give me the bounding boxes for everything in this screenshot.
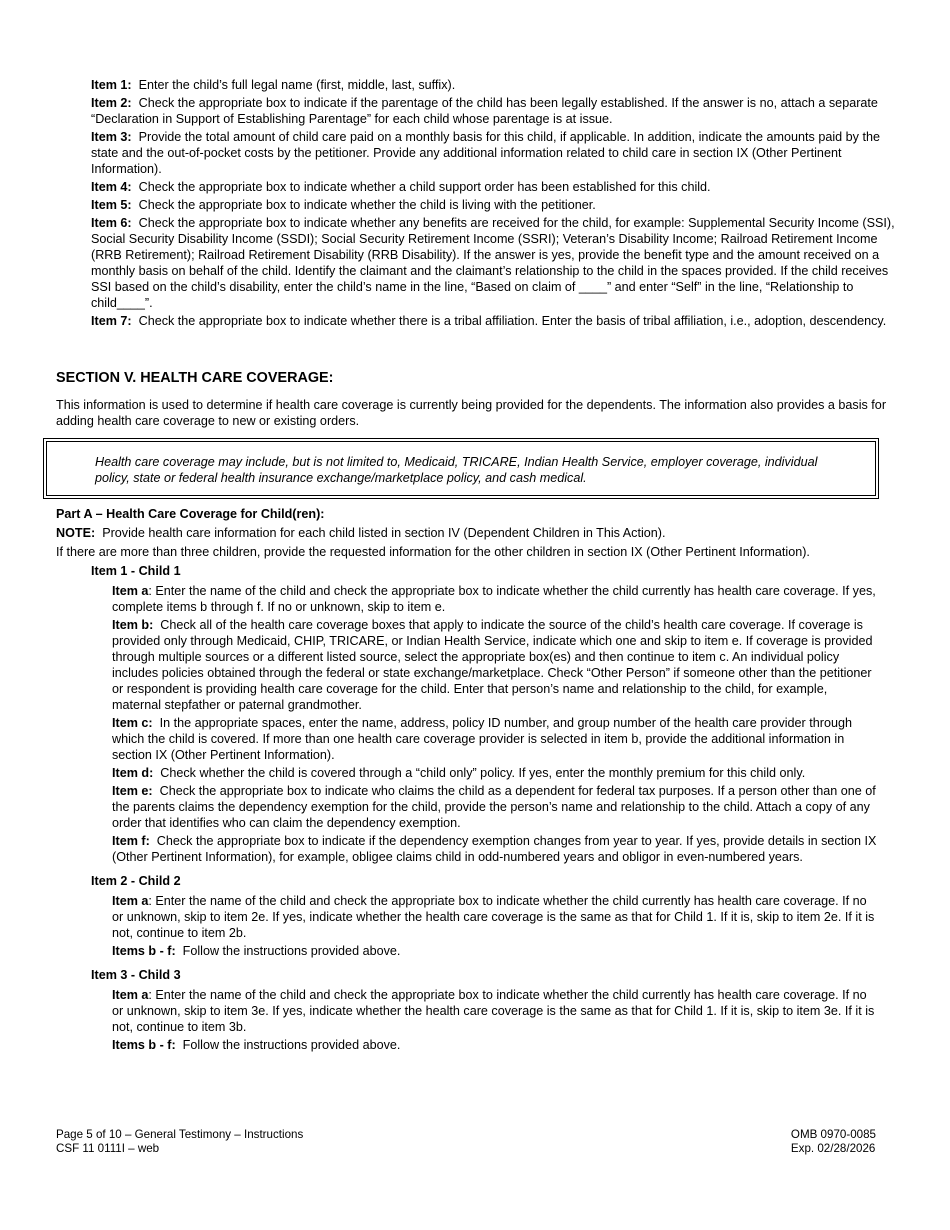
section-intro: This information is used to determine if health care coverage is currently being provided for the dependents. The information also provides a basis for adding health care coverage to new or existing orders.	[56, 398, 887, 428]
sub-label: Items b - f:	[112, 1038, 176, 1052]
item-7	[91, 313, 896, 329]
sub-text: In the appropriate spaces, enter the name, address, policy ID number, and group number of the health care provider through which the child is covered. If more than one health care coverage provider is selected in item b, provide the additional information in section IX (Other Pertinent Information).	[112, 716, 852, 762]
sub-text: : Enter the name of the child and check the appropriate box to indicate whether the child currently has health care coverage. If no or unknown, skip to item 2e. If yes, indicate whether the health care coverage is the same as that for Child 1. If it is, skip to item 2e. If it is not, continue to item 2b.	[112, 894, 875, 940]
sub-label: Items b - f:	[112, 944, 176, 958]
footer-omb-number: OMB 0970-0085	[790, 1128, 876, 1141]
note	[56, 525, 896, 541]
sub-label: Item e:	[112, 784, 153, 798]
item-label: Item 7:	[91, 314, 132, 328]
footer-right	[791, 1128, 876, 1156]
sub-label: Item a	[112, 988, 149, 1002]
item-text: Check the appropriate box to indicate whether any benefits are received for the child, for example: Supplemental Security Income (SSI), Social Security Disability Income (SSDI); Social Security Retirement Income (SSRI); Veteran’s Disability Income; Railroad Retirement Income (RRB Retirement); Railroad Retirement Disability (RRB Disability). If the answer is yes, provide the benefit type and the amount received on a monthly basis on behalf of the child. Identify the claimant and the claimant’s relationship to the child in the spaces provided. If the child receives SSI based on the child’s disability, enter the child’s name in the line, “Based on claim of ____” and enter “Self” in the line, “Relationship to child____”.	[91, 216, 895, 310]
sub-text: Check the appropriate box to indicate who claims the child as a dependent for federal tax purposes. If a person other than one of the parents claims the dependency exemption for the child, provide the person’s name and relationship to the child. Attach a copy of any order that identifies who can claim the dependency exemption.	[112, 784, 876, 830]
extra-children-note: If there are more than three children, provide the requested information for the other children in section IX (Other Pertinent Information).	[56, 545, 810, 559]
child-1-item-b	[112, 617, 877, 713]
child-1-heading: Item 1 - Child 1	[91, 564, 181, 578]
sub-text: : Enter the name of the child and check the appropriate box to indicate whether the child currently has health care coverage. If no or unknown, skip to item 3e. If yes, indicate whether the health care coverage is the same as that for Child 1. If it is, skip to item 3e. If it is not, continue to item 3b.	[112, 988, 875, 1034]
item-label: Item 4:	[91, 180, 132, 194]
item-5	[91, 197, 896, 213]
sub-text: Check all of the health care coverage boxes that apply to indicate the source of the child’s health care coverage. If coverage is provided only through Medicaid, CHIP, TRICARE, or Indian Health Service, indicate which one and skip to item e. If coverage is provided through multiple sources or a different listed source, select the appropriate box(es) and then continue to item c. An individual policy includes policies obtained through the federal or state exchange/marketplace. Check “Other Person” if someone other than the petitioner or respondent is providing health care coverage for the child. Enter that person’s name and relationship to the child, for example, maternal stepfather or paternal grandmother.	[112, 618, 873, 712]
sub-label: Item d:	[112, 766, 154, 780]
footer-page-info: Page 5 of 10 – General Testimony – Instructions	[56, 1128, 304, 1141]
note-text: Provide health care information for each child listed in section IV (Dependent Children in This Action).	[102, 526, 666, 540]
footer-expiration: Exp. 02/28/2026	[790, 1142, 876, 1155]
sub-text: Check whether the child is covered through a “child only” policy. If yes, enter the monthly premium for this child only.	[160, 766, 806, 780]
section-v	[56, 369, 896, 429]
sub-label: Item c:	[112, 716, 153, 730]
item-6	[91, 215, 896, 311]
footer-left	[56, 1128, 303, 1156]
sub-text: : Enter the name of the child and check the appropriate box to indicate whether the child currently has health care coverage. If yes, complete items b through f. If no or unknown, skip to item e.	[112, 584, 876, 614]
child-3-heading: Item 3 - Child 3	[91, 968, 181, 982]
child-2-items-b-f	[112, 943, 877, 959]
section-title: SECTION V. HEALTH CARE COVERAGE:	[56, 370, 334, 386]
item-text: Check the appropriate box to indicate whether a child support order has been established for this child.	[138, 180, 711, 194]
child-3-item-a	[112, 987, 877, 1035]
item-text: Check the appropriate box to indicate whether there is a tribal affiliation. Enter the basis of tribal affiliation, i.e., adoption, descendency.	[138, 314, 887, 328]
sub-text: Follow the instructions provided above.	[182, 1038, 401, 1052]
sub-text: Follow the instructions provided above.	[182, 944, 401, 958]
item-label: Item 5:	[91, 198, 132, 212]
child-3-items-b-f	[112, 1037, 877, 1053]
sub-label: Item f:	[112, 834, 150, 848]
item-3	[91, 129, 896, 177]
item-label: Item 2:	[91, 96, 132, 110]
callout-text: Health care coverage may include, but is not limited to, Medicaid, TRICARE, Indian Health Service, employer coverage, individual policy, state or federal health insurance exchange/marketplace policy, and cash medical.	[95, 455, 818, 485]
child-1-item-f	[112, 833, 877, 865]
item-label: Item 1:	[91, 78, 132, 92]
child-1-item-a	[112, 583, 877, 615]
coverage-callout-box	[43, 438, 879, 499]
item-text: Enter the child’s full legal name (first, middle, last, suffix).	[138, 78, 456, 92]
part-title: Part A – Health Care Coverage for Child(ren):	[56, 507, 325, 521]
footer-form-code: CSF 11 0111I – web	[56, 1142, 160, 1155]
child-1-item-d	[112, 765, 877, 781]
child-1-item-c	[112, 715, 877, 763]
note-label: NOTE:	[56, 526, 96, 540]
item-label: Item 3:	[91, 130, 132, 144]
item-text: Provide the total amount of child care paid on a monthly basis for this child, if applicable. In addition, indicate the amounts paid by the state and the out-of-pocket costs by the petitioner. Provide any additional information related to child care in section IX (Other Pertinent Information).	[91, 130, 880, 176]
sub-text: Check the appropriate box to indicate if the dependency exemption changes from year to year. If yes, provide details in section IX (Other Pertinent Information), for example, obligee claims child in odd-numbered years and obligor in even-numbered years.	[112, 834, 877, 864]
item-text: Check the appropriate box to indicate if the parentage of the child has been legally established. If the answer is no, attach a separate “Declaration in Support of Establishing Parentage” for each child whose parentage is at issue.	[91, 96, 878, 126]
sub-label: Item b:	[112, 618, 154, 632]
sub-label: Item a	[112, 894, 149, 908]
part-a	[56, 506, 896, 1055]
sub-label: Item a	[112, 584, 149, 598]
section-iv-items	[91, 77, 896, 331]
item-1	[91, 77, 896, 93]
item-2	[91, 95, 896, 127]
child-2-item-a	[112, 893, 877, 941]
item-label: Item 6:	[91, 216, 132, 230]
child-2-heading: Item 2 - Child 2	[91, 874, 181, 888]
item-text: Check the appropriate box to indicate whether the child is living with the petitioner.	[138, 198, 596, 212]
item-4	[91, 179, 896, 195]
child-1-item-e	[112, 783, 877, 831]
